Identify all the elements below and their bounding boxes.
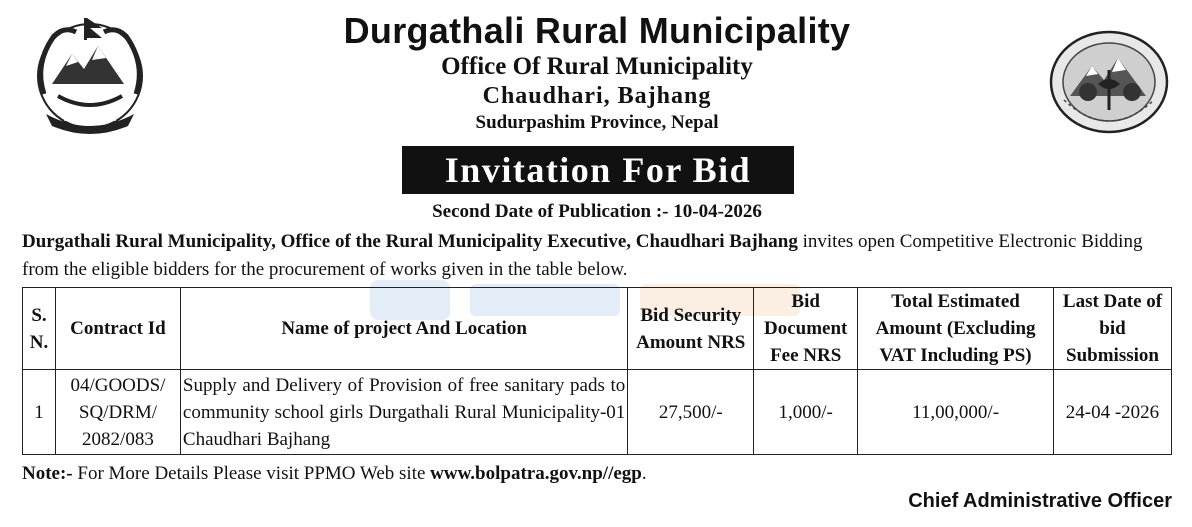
col-header-project: Name of project And Location — [180, 288, 627, 370]
col-header-bid-security: Bid Security Amount NRS — [628, 288, 754, 370]
nepal-emblem-icon — [24, 14, 156, 136]
col-header-last-date: Last Date of bid Submission — [1053, 288, 1171, 370]
office-location: Chaudhari, Bajhang — [482, 83, 712, 109]
note-text: For More Details Please visit PPMO Web site — [72, 463, 431, 484]
signature: Chief Administrative Officer — [908, 490, 1172, 512]
cell-estimated: 11,00,000/- — [858, 370, 1054, 455]
col-header-sn: S. N. — [23, 288, 56, 370]
col-header-doc-fee: Bid Document Fee NRS — [754, 288, 858, 370]
col-header-estimated: Total Estimated Amount (Excluding VAT Including PS) — [858, 288, 1054, 370]
col-header-contract-id: Contract Id — [55, 288, 180, 370]
intro-text: invites open Competitive Electronic Bidding from the eligible bidders for the procurement of works given in the table below. — [22, 231, 1143, 280]
intro-org: Durgathali Rural Municipality, Office of the Rural Municipality Executive, Chaudhari Bajhang — [22, 231, 798, 252]
cell-bid-security: 27,500/- — [628, 370, 754, 455]
cell-doc-fee: 1,000/- — [754, 370, 858, 455]
cell-last-date: 24-04 -2026 — [1053, 370, 1171, 455]
cell-contract-id: 04/GOODS/ SQ/DRM/ 2082/083 — [55, 370, 180, 455]
province: Sudurpashim Province, Nepal — [475, 112, 719, 133]
intro-paragraph — [22, 228, 1182, 284]
table-row — [23, 370, 1172, 455]
publication-date: Second Date of Publication :- 10-04-2026 — [432, 201, 762, 222]
note-url[interactable]: www.bolpatra.gov.np//egp — [430, 463, 642, 484]
cell-project: Supply and Delivery of Provision of free sanitary pads to community school girls Durgathali Rural Municipality-01 Chaudhari Bajhang — [180, 370, 627, 455]
notice-title: Invitation For Bid — [402, 146, 794, 194]
note-label: Note:- — [22, 463, 73, 484]
cell-sn: 1 — [23, 370, 56, 455]
org-name: Durgathali Rural Municipality — [343, 10, 851, 51]
office-name: Office Of Rural Municipality — [441, 53, 753, 80]
municipality-seal-icon — [1048, 30, 1170, 134]
note — [22, 462, 1022, 486]
bid-table — [22, 287, 1172, 455]
note-end: . — [641, 463, 647, 484]
table-header-row — [23, 288, 1172, 370]
